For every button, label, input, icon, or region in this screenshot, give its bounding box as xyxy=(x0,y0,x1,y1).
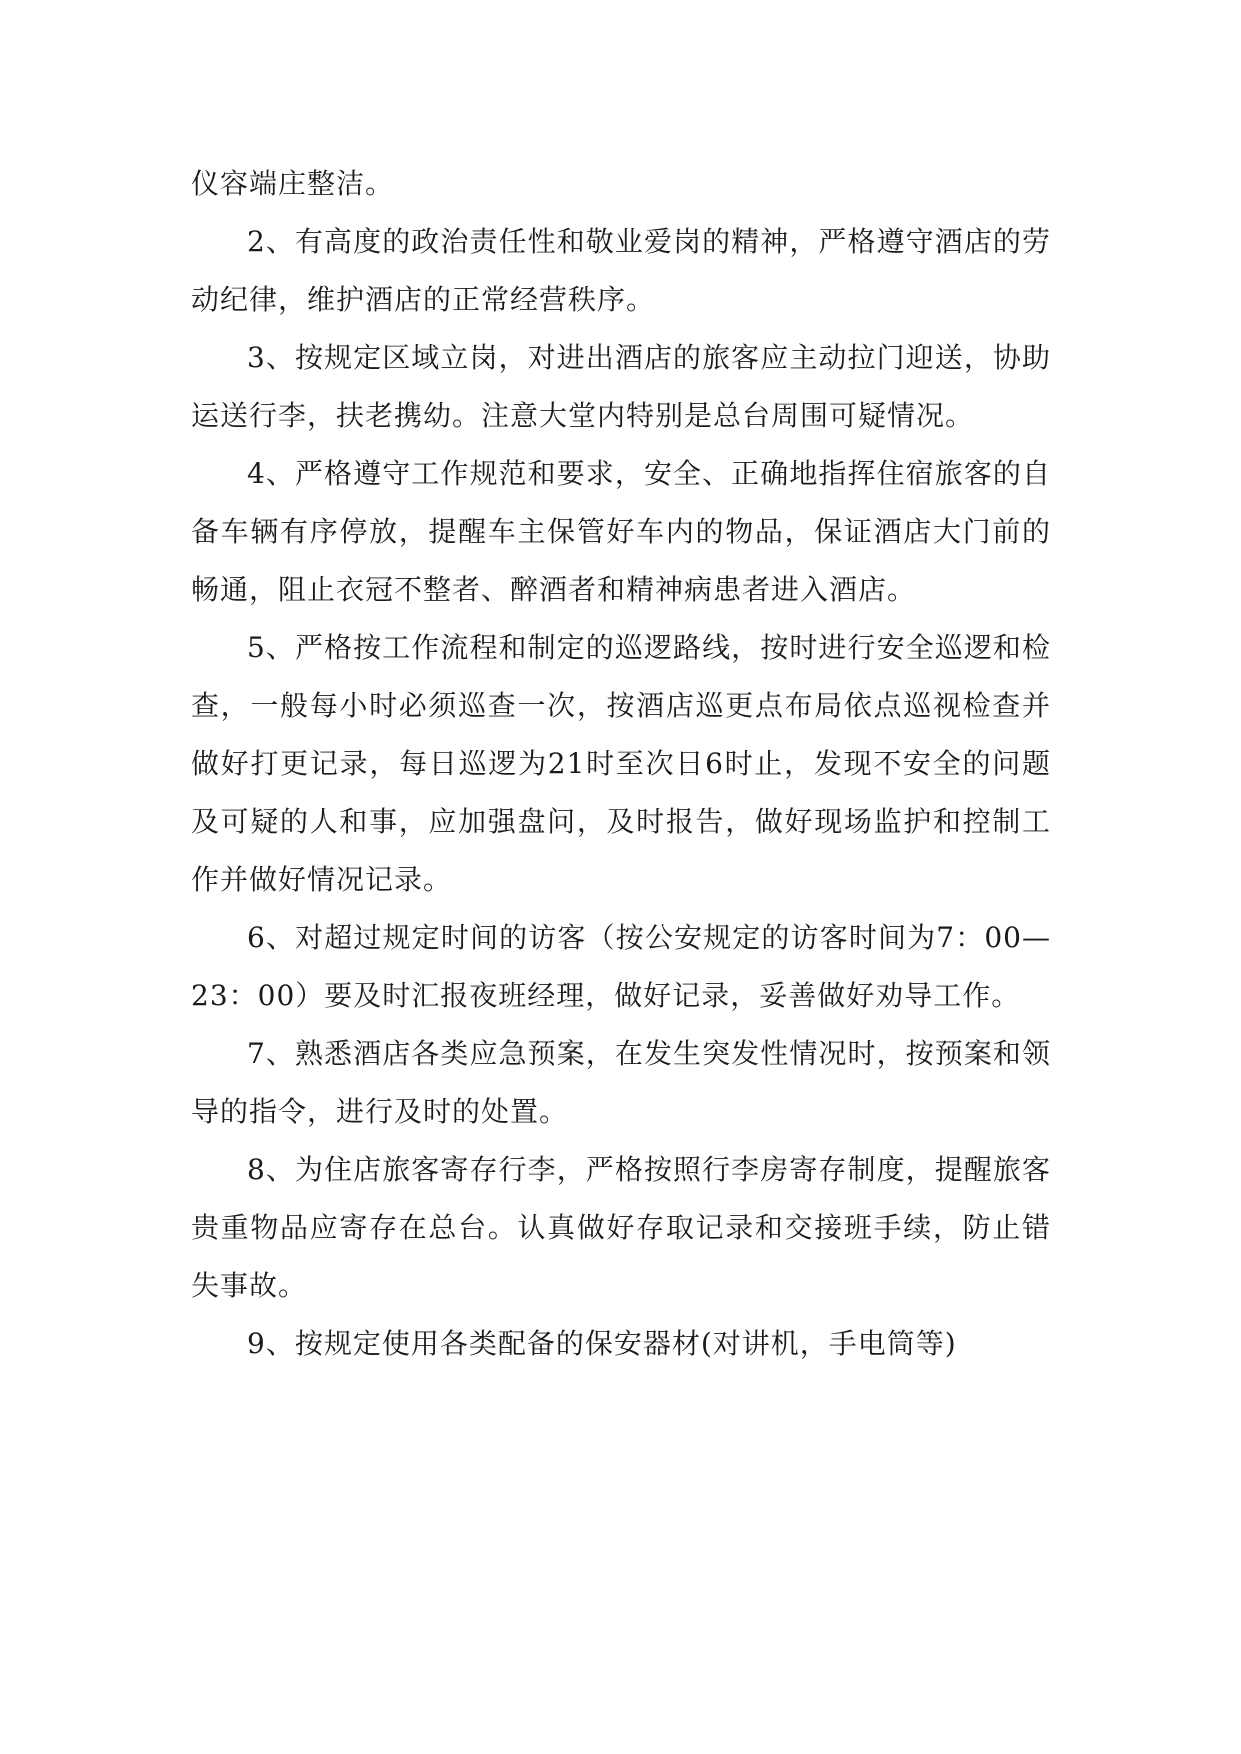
paragraph-continuation: 仪容端庄整洁。 xyxy=(191,167,395,200)
paragraph-item-6: 6、对超过规定时间的访客（按公安规定的访客时间为7：00—23：00）要及时汇报夜班经理，做好记录，妥善做好劝导工作。 xyxy=(191,921,1051,1012)
paragraph-item-3: 3、按规定区域立岗，对进出酒店的旅客应主动拉门迎送，协助运送行李，扶老携幼。注意大堂内特别是总台周围可疑情况。 xyxy=(191,341,1051,432)
document-body xyxy=(191,155,1051,1373)
paragraph-item-4: 4、严格遵守工作规范和要求，安全、正确地指挥住宿旅客的自备车辆有序停放，提醒车主保管好车内的物品，保证酒店大门前的畅通，阻止衣冠不整者、醉酒者和精神病患者进入酒店。 xyxy=(191,457,1051,606)
paragraph-item-8: 8、为住店旅客寄存行李，严格按照行李房寄存制度，提醒旅客贵重物品应寄存在总台。认真做好存取记录和交接班手续，防止错失事故。 xyxy=(191,1153,1051,1302)
paragraph-item-7: 7、熟悉酒店各类应急预案，在发生突发性情况时，按预案和领导的指令，进行及时的处置。 xyxy=(191,1037,1051,1128)
paragraph-item-2: 2、有高度的政治责任性和敬业爱岗的精神，严格遵守酒店的劳动纪律，维护酒店的正常经营秩序。 xyxy=(191,225,1051,316)
paragraph-item-5: 5、严格按工作流程和制定的巡逻路线，按时进行安全巡逻和检查，一般每小时必须巡查一次，按酒店巡更点布局依点巡视检查并做好打更记录，每日巡逻为21时至次日6时止，发现不安全的问题及可疑的人和事，应加强盘问，及时报告，做好现场监护和控制工作并做好情况记录。 xyxy=(191,631,1051,896)
paragraph-item-9: 9、按规定使用各类配备的保安器材(对讲机，手电筒等) xyxy=(247,1327,957,1360)
